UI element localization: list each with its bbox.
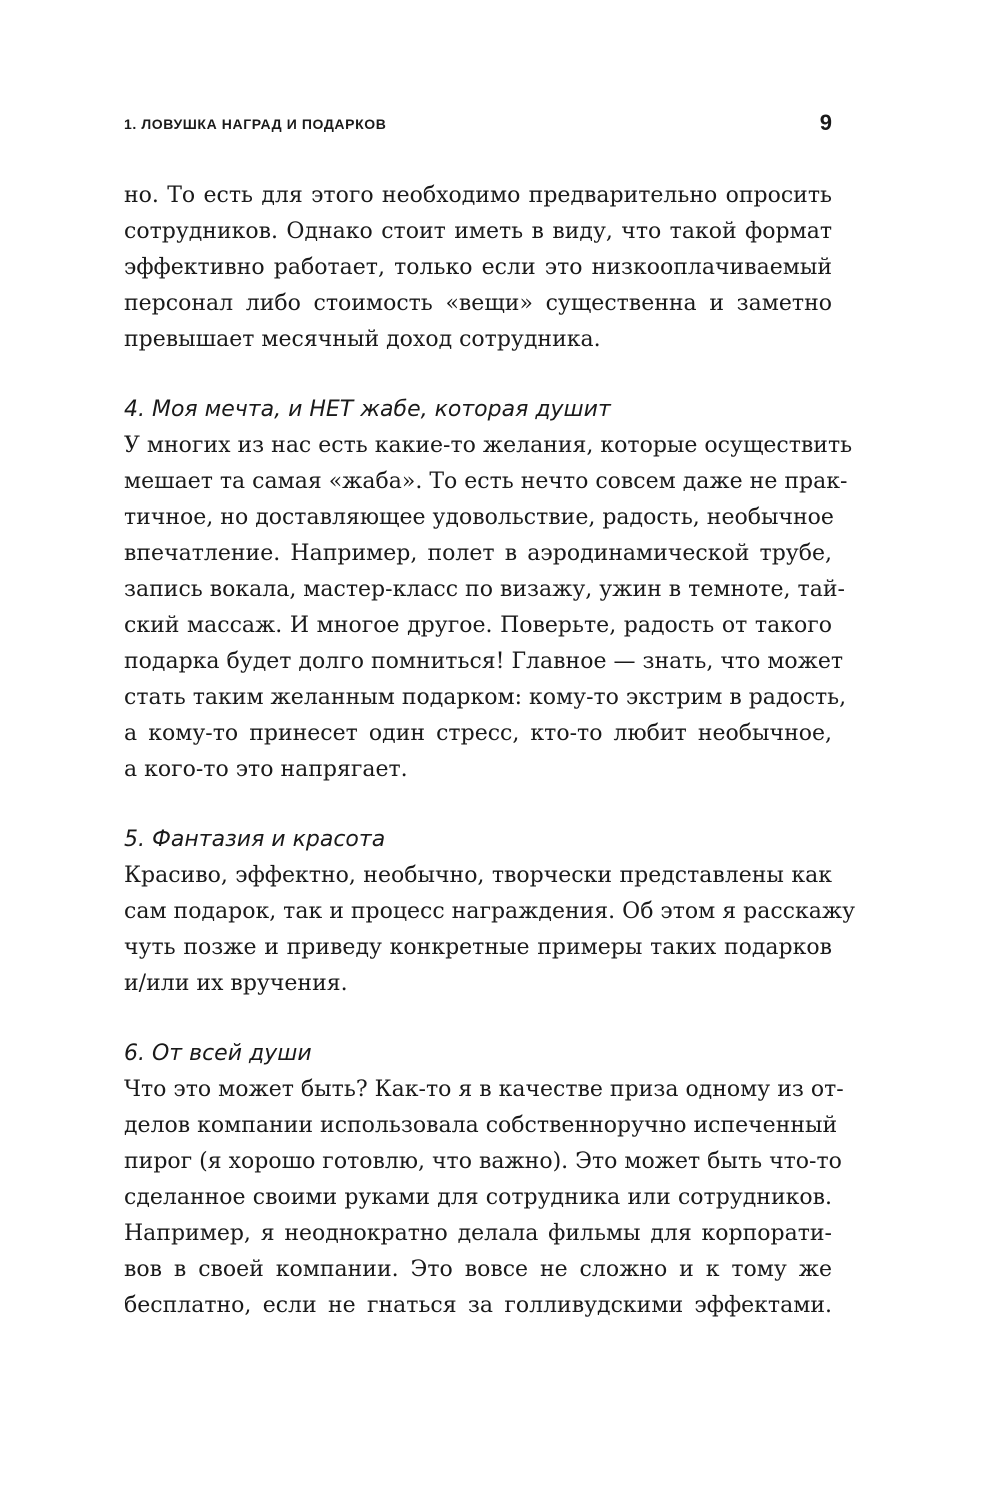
text-line: но. То есть для этого необходимо предварительно опросить	[124, 183, 832, 208]
page-body	[124, 178, 856, 1324]
text-line: У многих из нас есть какие-то желания, которые осуществить	[124, 433, 853, 458]
running-title: 1. ЛОВУШКА НАГРАД И ПОДАРКОВ	[124, 116, 387, 132]
page-number: 9	[819, 110, 832, 135]
text-line: Что это может быть? Как-то я в качестве приза одному из от-	[124, 1077, 844, 1102]
paragraph-fantasy	[124, 858, 856, 1002]
running-header	[124, 110, 832, 138]
section-heading-heart: 6. От всей души	[124, 1041, 312, 1066]
paragraph-heart	[124, 1072, 844, 1324]
text-line: бесплатно, если не гнаться за голливудскими эффектами.	[124, 1293, 832, 1318]
paragraph-intro	[124, 178, 832, 358]
text-line: пирог (я хорошо готовлю, что важно). Это может быть что-то	[124, 1149, 842, 1174]
text-line: Например, я неоднократно делала фильмы для корпорати-	[124, 1221, 832, 1246]
text-line: подарка будет долго помниться! Главное — знать, что может	[124, 649, 844, 674]
section-heading-dream: 4. Моя мечта, и НЕТ жабе, которая душит	[124, 397, 611, 422]
text-line: впечатление. Например, полет в аэродинамической трубе,	[124, 541, 832, 566]
text-line: ский массаж. И многое другое. Поверьте, радость от такого	[124, 613, 832, 638]
text-line: и/или их вручения.	[124, 971, 348, 996]
text-line: стать таким желанным подарком: кому-то экстрим в радость,	[124, 685, 847, 710]
text-line: делов компании использовала собственноручно испеченный	[124, 1113, 838, 1138]
text-line: сотрудников. Однако стоит иметь в виду, что такой формат	[124, 219, 832, 244]
text-line: мешает та самая «жаба». То есть нечто совсем даже не прак-	[124, 469, 848, 494]
text-line: тичное, но доставляющее удовольствие, радость, необычное	[124, 505, 834, 530]
text-line: эффективно работает, только если это низкооплачиваемый	[124, 255, 832, 280]
text-line: превышает месячный доход сотрудника.	[124, 327, 601, 352]
text-line: а кому-то принесет один стресс, кто-то любит необычное,	[124, 721, 832, 746]
text-line: сделанное своими руками для сотрудника или сотрудников.	[124, 1185, 832, 1210]
paragraph-dream	[124, 428, 853, 788]
text-line: персонал либо стоимость «вещи» существенна и заметно	[124, 291, 832, 316]
text-line: чуть позже и приведу конкретные примеры таких подарков	[124, 935, 832, 960]
text-line: сам подарок, так и процесс награждения. Об этом я расскажу	[124, 899, 856, 924]
text-line: а кого-то это напрягает.	[124, 757, 408, 782]
text-line: Красиво, эффектно, необычно, творчески представлены как	[124, 863, 832, 888]
text-line: вов в своей компании. Это вовсе не сложно и к тому же	[124, 1257, 832, 1282]
section-heading-fantasy: 5. Фантазия и красота	[124, 827, 386, 852]
text-line: запись вокала, мастер-класс по визажу, ужин в темноте, тай-	[124, 577, 845, 602]
